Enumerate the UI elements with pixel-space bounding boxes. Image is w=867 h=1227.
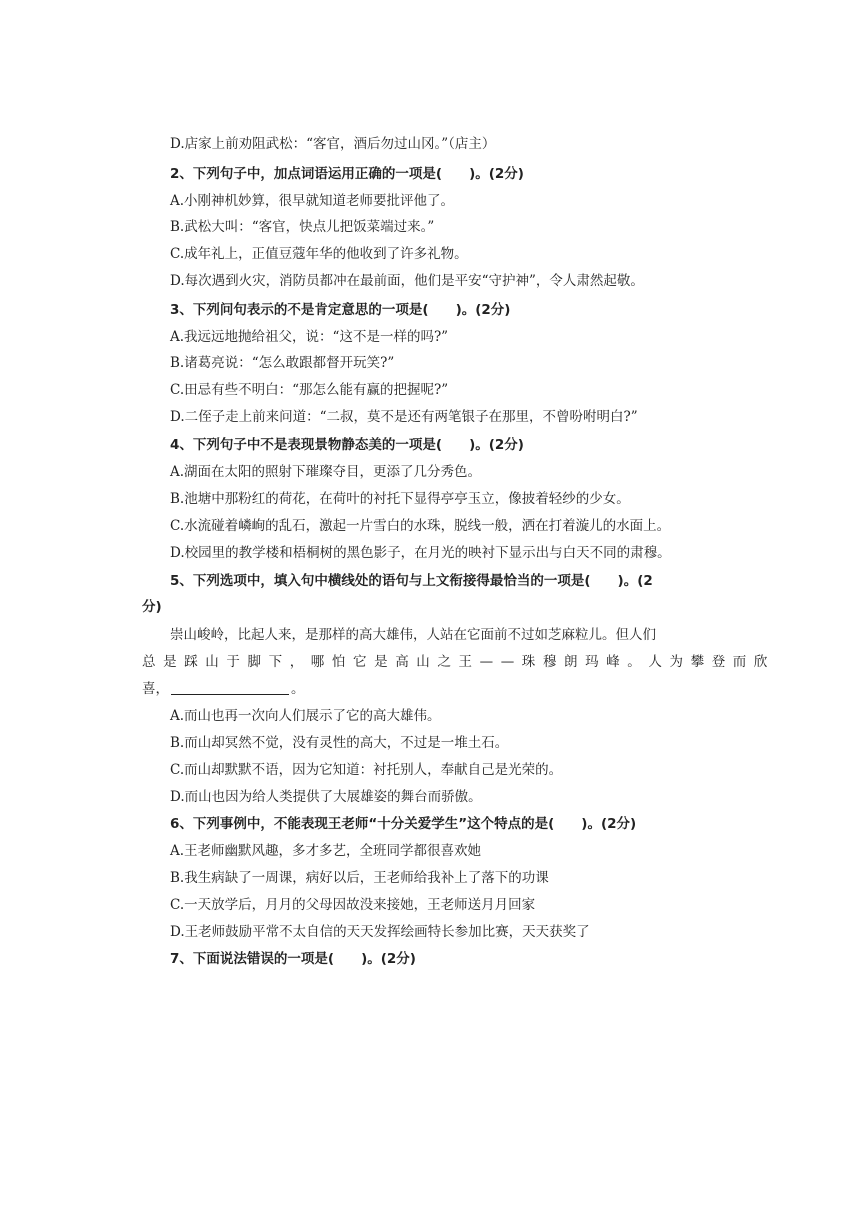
question-2-option-a: A.小刚神机妙算，很早就知道老师要批评他了。	[170, 193, 455, 209]
question-2: 2、下列句子中，加点词语运用正确的一项是( )。(2分)	[170, 166, 524, 182]
question-3-option-d: D.二侄子走上前来问道：“二叔，莫不是还有两笔银子在那里，不曾吩咐明白?”	[170, 409, 638, 425]
question-2-option-c: C.成年礼上，正值豆蔻年华的他收到了许多礼物。	[170, 246, 468, 262]
question-5: 5、下列选项中，填入句中横线处的语句与上文衔接得最恰当的一项是( )。(2	[170, 573, 653, 589]
question-5-option-d: D.而山也因为给人类提供了大展雄姿的舞台而骄傲。	[170, 789, 482, 805]
question-6-option-d: D.王老师鼓励平常不太自信的天天发挥绘画特长参加比赛，天天获奖了	[170, 924, 590, 940]
question-6-option-c: C.一天放学后，月月的父母因故没来接她，王老师送月月回家	[170, 897, 536, 913]
question-3: 3、下列问句表示的不是肯定意思的一项是( )。(2分)	[170, 302, 511, 318]
question-2-option-d: D.每次遇到火灾，消防员都冲在最前面，他们是平安“守护神”，令人肃然起敬。	[170, 273, 644, 289]
question-5-passage-line-3	[142, 679, 305, 699]
question-6: 6、下列事例中，不能表现王老师“十分关爱学生”这个特点的是( )。(2分)	[170, 816, 637, 832]
question-6-option-a: A.王老师幽默风趣，多才多艺，全班同学都很喜欢她	[170, 843, 482, 859]
question-5-option-a: A.而山也再一次向人们展示了它的高大雄伟。	[170, 708, 441, 724]
question-3-option-b: B.诸葛亮说：“怎么敢跟都督开玩笑?”	[170, 355, 395, 371]
question-4-option-d: D.校园里的教学楼和梧桐树的黑色影子，在月光的映衬下显示出与白天不同的肃穆。	[170, 545, 671, 561]
question-7: 7、下面说法错误的一项是( )。(2分)	[170, 951, 416, 967]
question-4-option-a: A.湖面在太阳的照射下璀璨夺目，更添了几分秀色。	[170, 464, 482, 480]
question-2-option-b: B.武松大叫：“客官，快点儿把饭菜端过来。”	[170, 219, 435, 235]
question-5-option-b: B.而山却冥然不觉，没有灵性的高大，不过是一堆土石。	[170, 735, 509, 751]
question-5-passage-line-1: 崇山峻岭，比起人来，是那样的高大雄伟，人站在它面前不过如芝麻粒儿。但人们	[170, 627, 656, 643]
question-6-option-b: B.我生病缺了一周课，病好以后，王老师给我补上了落下的功课	[170, 870, 549, 886]
question-4-option-b: B.池塘中那粉红的荷花，在荷叶的衬托下显得亭亭玉立，像披着轻纱的少女。	[170, 491, 630, 507]
question-3-option-c: C.田忌有些不明白：“那怎么能有赢的把握呢?”	[170, 382, 449, 398]
fill-in-blank[interactable]	[171, 680, 289, 695]
question-4-option-c: C.水流碰着嶙峋的乱石，激起一片雪白的水珠，脱线一般，洒在打着漩儿的水面上。	[170, 518, 671, 534]
passage-text-end: 。	[291, 681, 305, 697]
question-5-passage-line-2: 总是踩山于脚下，哪怕它是高山之王——珠穆朗玛峰。人为攀登而欣	[142, 654, 775, 670]
passage-text-start: 喜，	[142, 681, 169, 697]
question-3-option-a: A.我远远地抛给祖父，说：“这不是一样的吗?”	[170, 329, 449, 345]
question-5-option-c: C.而山却默默不语，因为它知道：衬托别人，奉献自己是光荣的。	[170, 762, 563, 778]
question-5-continuation: 分)	[142, 599, 162, 615]
option-d-previous: D.店家上前劝阻武松：“客官，酒后勿过山冈。”（店主）	[170, 136, 496, 152]
question-4: 4、下列句子中不是表现景物静态美的一项是( )。(2分)	[170, 437, 524, 453]
